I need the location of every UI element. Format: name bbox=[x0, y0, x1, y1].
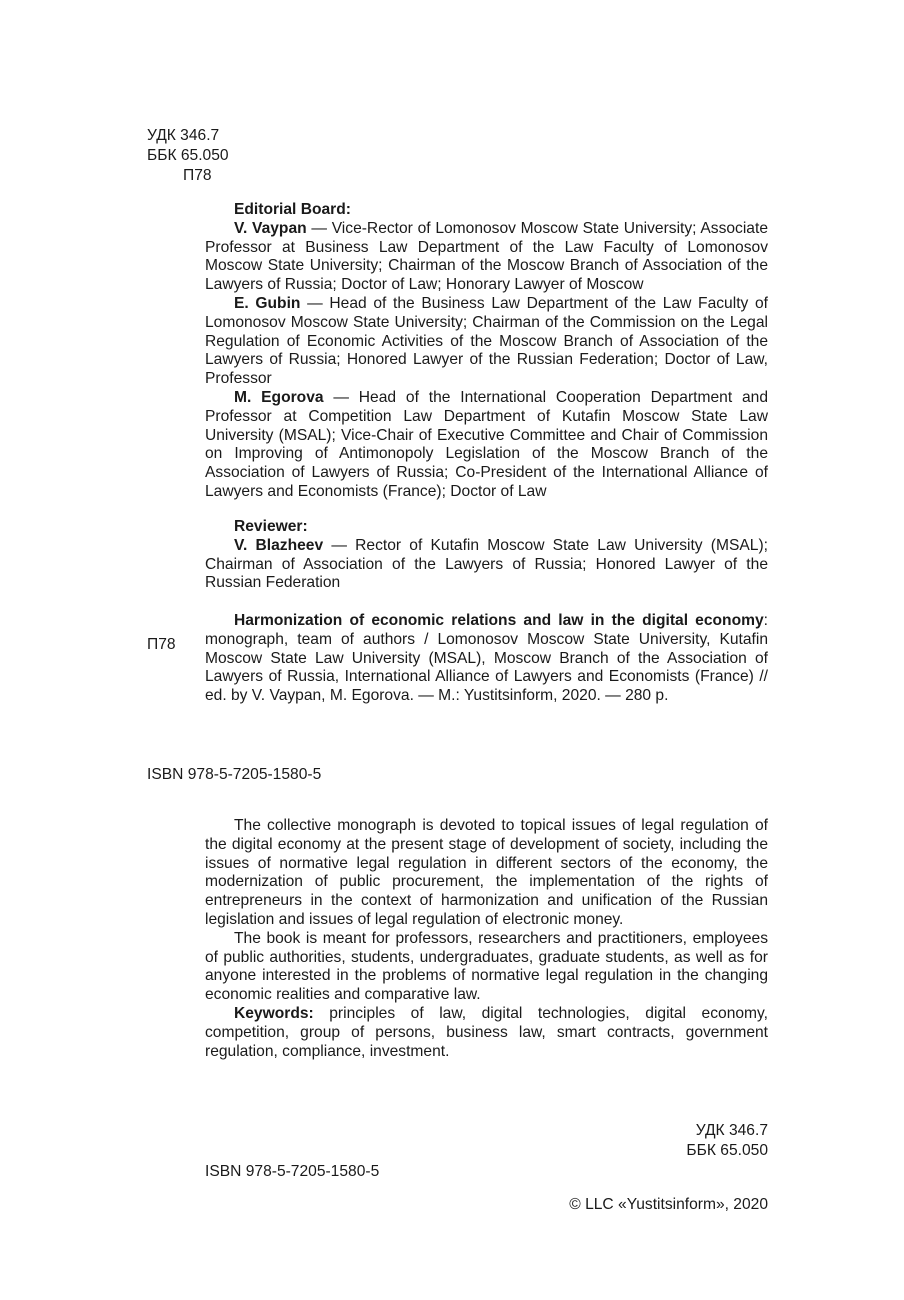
abstract-section bbox=[205, 817, 768, 1061]
member-name: M. Egorova bbox=[234, 388, 324, 406]
udk-code: УДК 346.7 bbox=[147, 127, 220, 144]
bibliographic-mark: П78 bbox=[147, 636, 176, 653]
author-mark: П78 bbox=[183, 166, 212, 184]
reviewer-entry bbox=[205, 537, 768, 593]
board-member bbox=[205, 220, 768, 295]
board-member bbox=[205, 389, 768, 502]
keywords-list: principles of law, digital technologies, digital economy, competition, group of persons, business law, smart contracts, government regulation, compliance, investment. bbox=[205, 1004, 768, 1060]
editorial-board-section bbox=[205, 201, 768, 502]
footer-codes bbox=[568, 1122, 768, 1161]
keywords-paragraph bbox=[205, 1005, 768, 1061]
footer-isbn: ISBN 978-5-7205-1580-5 bbox=[205, 1163, 380, 1180]
member-desc: — Head of the Business Law Department of the Law Faculty of Lomonosov Moscow State University; Chairman of the Commission on the Legal Regulation of Economic Activities of the Moscow Branch of Association of the Lawyers of Russia; Honored Lawyer of the Russian Federation; Doctor of Law, Professor bbox=[205, 294, 768, 388]
classification-block bbox=[147, 127, 229, 185]
reviewer-section bbox=[205, 518, 768, 593]
book-imprint: : monograph, team of authors / Lomonosov Moscow State University, Kutafin Moscow State Law University (MSAL), Moscow Branch of the Association of Lawyers of Russia, International Alliance of Lawyers and Economists (France) // ed. by V. Vaypan, M. Egorova. — M.: Yustitsinform, 2020. — 280 p. bbox=[205, 612, 768, 705]
book-title: Harmonization of economic relations and law in the digital economy bbox=[234, 612, 764, 629]
bbk-code: ББК 65.050 bbox=[147, 146, 229, 164]
isbn: ISBN 978-5-7205-1580-5 bbox=[147, 766, 322, 783]
footer-udk: УДК 346.7 bbox=[695, 1122, 768, 1139]
board-member bbox=[205, 295, 768, 389]
member-desc: — Vice-Rector of Lomonosov Moscow State University; Associate Professor at Business Law Department of the Law Faculty of Lomonosov Moscow State University; Chairman of the Moscow Branch of Association of the Lawyers of Russia; Doctor of Law; Honorary Lawyer of Moscow bbox=[205, 219, 768, 294]
reviewer-name: V. Blazheev bbox=[234, 536, 324, 554]
keywords-label: Keywords: bbox=[234, 1004, 314, 1022]
member-name: E. Gubin bbox=[234, 294, 301, 312]
member-desc: — Head of the International Cooperation Department and Professor at Competition Law Department of Kutafin Moscow State Law University (MSAL); Vice-Chair of Executive Committee and Chair of Commission on Improving of Antimonopoly Legislation of the Moscow Branch of the Association of Lawyers of Russia; Co-President of the International Alliance of Lawyers and Economists (France); Doctor of Law bbox=[205, 388, 768, 500]
copyright: © LLC «Yustitsinform», 2020 bbox=[569, 1196, 768, 1213]
audience-paragraph: The book is meant for professors, researchers and practitioners, employees of public authorities, students, undergraduates, graduate students, as well as for anyone interested in the problems of normative legal regulation in the changing economic realities and comparative law. bbox=[205, 929, 768, 1004]
member-name: V. Vaypan bbox=[234, 219, 307, 237]
footer-bbk: ББК 65.050 bbox=[686, 1141, 768, 1159]
reviewer-heading: Reviewer: bbox=[234, 518, 308, 535]
reviewer-desc: — Rector of Kutafin Moscow State Law University (MSAL); Chairman of Association of the Lawyers of Russia; Honored Lawyer of the Russian Federation bbox=[205, 536, 768, 592]
abstract-paragraph: The collective monograph is devoted to topical issues of legal regulation of the digital economy at the present stage of development of society, including the issues of normative legal regulation in different sectors of the economy, the modernization of public procurement, the implementation of the rights of entrepreneurs in the context of harmonization and unification of the Russian legislation and issues of legal regulation of electronic money. bbox=[205, 817, 768, 928]
bibliographic-description bbox=[205, 612, 768, 706]
editorial-board-heading: Editorial Board: bbox=[234, 201, 351, 218]
